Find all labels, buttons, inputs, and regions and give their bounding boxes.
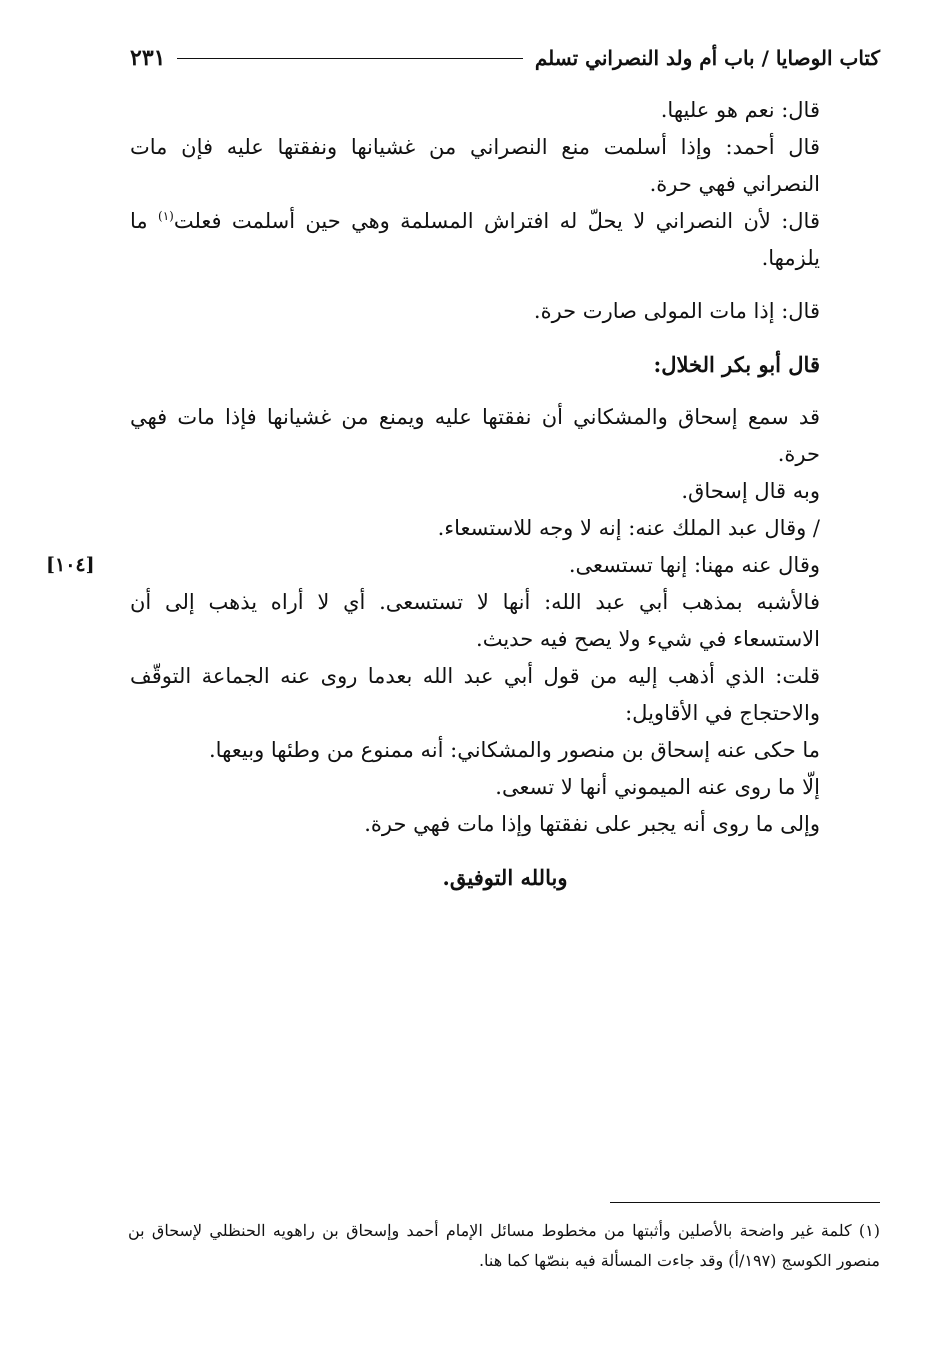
paragraph: إلّا ما روى عنه الميموني أنها لا تسعى. [495, 775, 820, 799]
paragraph: قال أحمد: وإذا أسلمت منع النصراني من غشيانها ونفقتها عليه فإن مات النصراني فهي حرة. [130, 135, 820, 196]
paragraph: وإلى ما روى أنه يجبر على نفقتها وإذا مات فهي حرة. [364, 812, 820, 836]
paragraph-text: ما يلزمها. [130, 209, 820, 270]
manuscript-folio-marker: [١٠٤] [46, 554, 95, 576]
paragraph: قال: إذا مات المولى صارت حرة. [533, 299, 820, 323]
page-number: ٢٣١ [130, 45, 166, 71]
closing-line: وبالله التوفيق. [442, 865, 568, 890]
footnote [128, 1216, 880, 1276]
paragraph: وقال عنه مهنا: إنها تستسعى. [568, 553, 820, 577]
running-title: كتاب الوصايا / باب أم ولد النصراني تسلم [534, 46, 880, 70]
paragraph: قال: نعم هو عليها. [660, 98, 820, 122]
paragraph: فالأشبه بمذهب أبي عبد الله: أنها لا تستسعى. أي لا أراه يذهب إلى أن الاستسعاء في شيء ولا يصح فيه حديث. [130, 590, 820, 651]
footnote-ref: (١) [158, 209, 174, 223]
paragraph: قد سمع إسحاق والمشكاني أن نفقتها عليه ويمنع من غشيانها فإذا مات فهي حرة. [130, 405, 820, 466]
paragraph: ما حكى عنه إسحاق بن منصور والمشكاني: أنه ممنوع من وطئها وبيعها. [209, 738, 820, 762]
paragraph: وبه قال إسحاق. [681, 479, 820, 503]
paragraph-text: قال: لأن النصراني لا يحلّ له افتراش المسلمة وهي حين أسلمت فعلت [173, 209, 820, 233]
paragraph: قلت: الذي أذهب إليه من قول أبي عبد الله بعدما روى عنه الجماعة التوقّف والاحتجاج في الأقاويل: [130, 664, 820, 725]
paragraph [130, 203, 880, 277]
page-header [130, 40, 880, 76]
main-text [130, 92, 880, 896]
paragraph: / وقال عبد الملك عنه: إنه لا وجه للاستسعاء. [437, 516, 820, 540]
section-heading: قال أبو بكر الخلال: [653, 352, 820, 377]
header-rule [177, 58, 522, 59]
footnote-text: (١) كلمة غير واضحة بالأصلين وأثبتها من مخطوط مسائل الإمام أحمد وإسحاق بن راهويه الحنظلي لإسحاق بن منصور الكوسج (١٩٧/أ) وقد جاءت المسألة فيه بنصّها كما هنا. [128, 1221, 880, 1270]
footnote-rule [610, 1202, 880, 1203]
